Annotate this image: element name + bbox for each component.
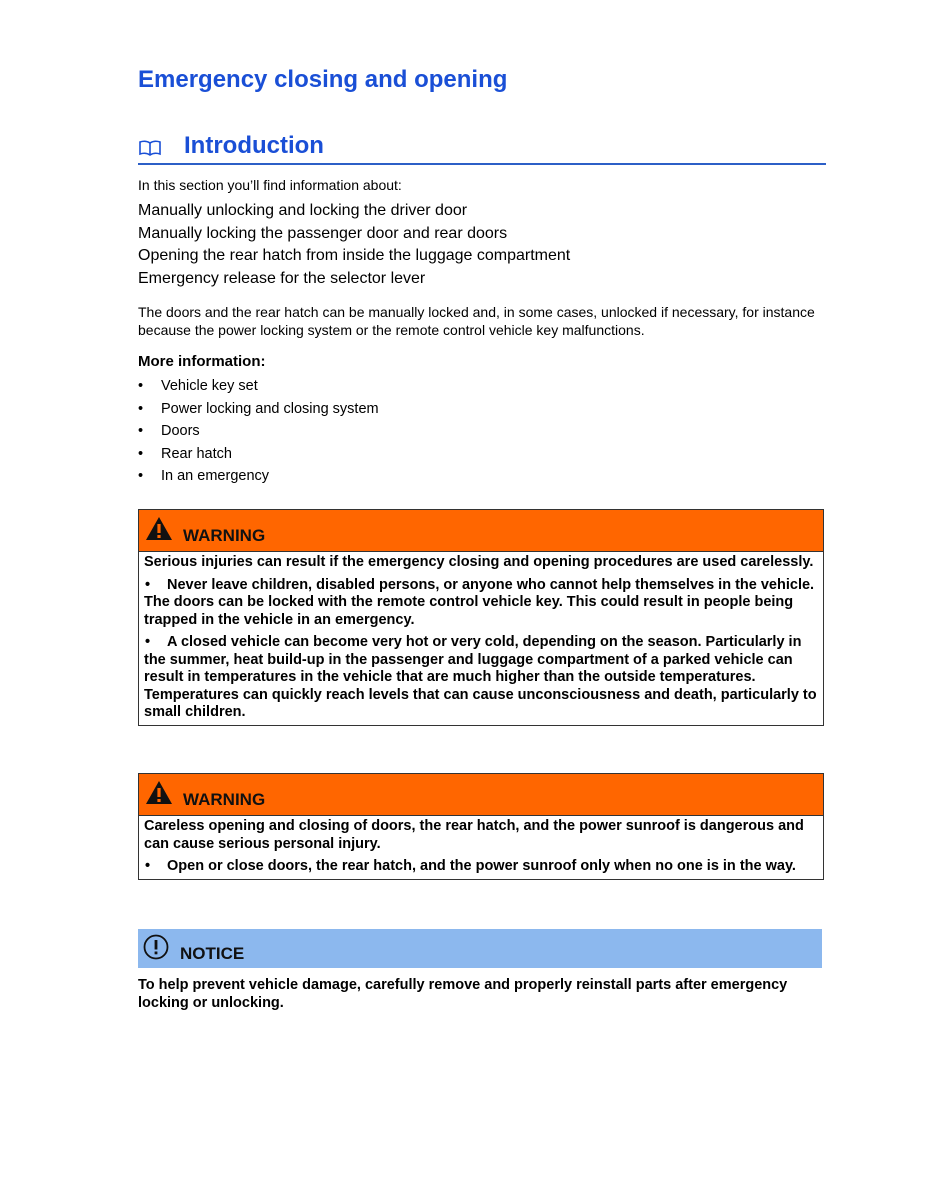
more-information-link[interactable]: • Doors [138,420,379,443]
topics-list [138,200,570,290]
warning-box [138,509,824,726]
more-information-link[interactable]: • In an emergency [138,465,379,488]
bullet-icon: • [145,576,151,593]
notice-text: To help prevent vehicle damage, carefully remove and properly reinstall parts after emergency locking or unlocking. [138,977,788,1011]
more-information-list [138,375,379,488]
warning-bullet [144,577,817,630]
warning-triangle-icon [145,516,173,541]
exclamation-circle-icon [143,934,169,960]
more-information-heading: More information: [138,353,266,370]
intro-lead: In this section you’ll find information about: [138,177,402,193]
warning-header [139,774,823,816]
notice-header [138,929,822,968]
topic-item: Manually locking the passenger door and rear doors [138,224,508,242]
warning-header [139,510,823,552]
topic-item: Manually unlocking and locking the driver door [138,202,468,219]
warning-bullet [144,858,817,876]
warning-bullet-text: Open or close doors, the rear hatch, and the power sunroof only when no one is in the way. [167,858,796,874]
warning-body [139,552,823,725]
warning-body [139,816,823,879]
warning-lead: Careless opening and closing of doors, the rear hatch, and the power sunroof is dangerous and can cause serious personal injury. [144,818,804,852]
warning-bullet-text: A closed vehicle can become very hot or very cold, depending on the season. Particularly in the summer, heat build-up in the passenger and luggage compartment of a parked vehicle can result in temperatures in the vehicle that are much higher than the outside temperatures. Temperatures can quickly reach levels that can cause unconsciousness and death, particularly to small children. [144,634,817,720]
intro-paragraph: The doors and the rear hatch can be manually locked and, in some cases, unlocked if necessary, for instance because the power locking system or the remote control vehicle key malfunctions. [138,304,815,338]
warning-bullet-text: Never leave children, disabled persons, or anyone who cannot help themselves in the vehicle. The doors can be locked with the remote control vehicle key. This could result in people being trapped in the vehicle in an emergency. [144,576,815,628]
warning-triangle-icon [145,780,173,805]
bullet-icon: • [145,634,151,650]
warning-label: WARNING [183,790,266,809]
notice-label: NOTICE [180,944,245,963]
introduction-header [138,130,826,165]
warning-bullet [144,634,817,722]
warning-box [138,773,824,880]
more-information-link[interactable]: • Rear hatch [138,443,379,466]
page-title: Emergency closing and opening [138,66,508,93]
bullet-icon: • [145,858,151,874]
introduction-heading: Introduction [184,132,324,159]
topic-item: Opening the rear hatch from inside the luggage compartment [138,247,571,264]
more-information-link[interactable]: • Vehicle key set [138,375,379,398]
warning-label: WARNING [183,526,266,545]
more-information-link[interactable]: • Power locking and closing system [138,398,379,421]
warning-lead: Serious injuries can result if the emergency closing and opening procedures are used carelessly. [144,554,814,570]
topic-item: Emergency release for the selector lever [138,269,426,287]
book-icon [138,140,162,156]
